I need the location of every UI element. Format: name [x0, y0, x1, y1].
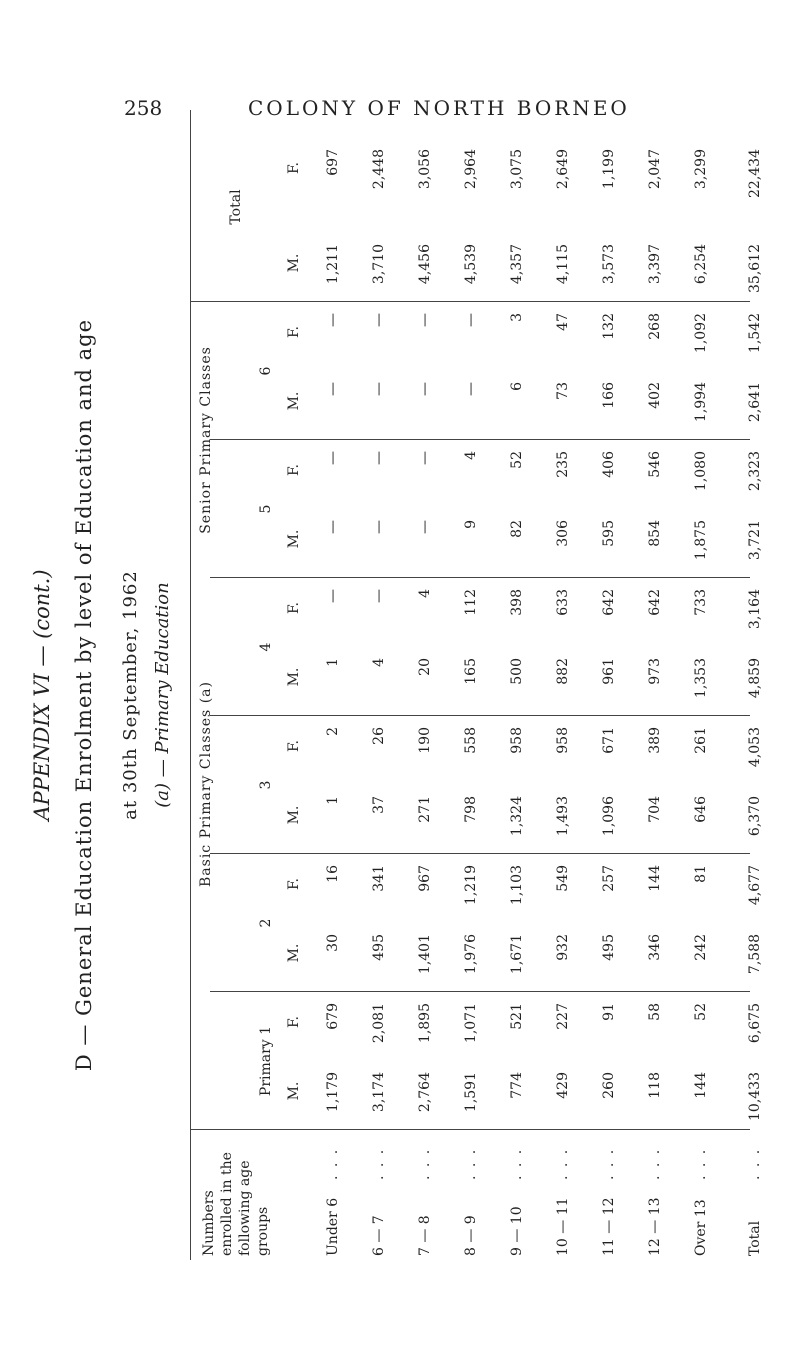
sex-header-female: F.	[286, 162, 302, 174]
table-cell: 58	[647, 1003, 663, 1021]
table-cell: 1,103	[509, 865, 525, 906]
table-cell: 144	[693, 1072, 709, 1099]
table-cell: 3,710	[371, 244, 387, 285]
sex-header-female: F.	[286, 1016, 302, 1028]
table-cell: 642	[647, 589, 663, 616]
table-cell: 3,174	[371, 1072, 387, 1113]
table-cell: —	[417, 520, 433, 534]
table-cell: 118	[647, 1072, 663, 1099]
table-cell: 500	[509, 658, 525, 685]
table-cell: 20	[417, 658, 433, 676]
col-rule	[190, 301, 750, 302]
sex-header-female: F.	[286, 740, 302, 752]
table-cell: 257	[601, 865, 617, 892]
col-rule	[210, 991, 750, 992]
table-cell: 35,612	[747, 244, 763, 293]
table-cell: 1,324	[509, 796, 525, 837]
col-header-1: Primary 1	[258, 1025, 274, 1097]
row-label: 8 — 9	[463, 1215, 479, 1256]
table-cell: 961	[601, 658, 617, 685]
table-cell: 26	[371, 727, 387, 745]
sex-header-male: M.	[286, 253, 302, 273]
sex-header-male: M.	[286, 529, 302, 549]
table-cell: 2,047	[647, 149, 663, 190]
table-cell: 406	[601, 451, 617, 478]
table-cell: 9	[463, 520, 479, 529]
table-cell: —	[463, 382, 479, 396]
leader-dots: . . .	[747, 1147, 763, 1180]
top-rule	[190, 110, 191, 1260]
table-cell: 1,401	[417, 934, 433, 975]
table-cell: 854	[647, 520, 663, 547]
table-cell: 633	[555, 589, 571, 616]
stub-rule	[190, 1129, 750, 1130]
table-cell: 4	[417, 589, 433, 598]
row-label: 12 — 13	[647, 1197, 663, 1256]
table-cell: 495	[371, 934, 387, 961]
table-cell: 521	[509, 1003, 525, 1030]
table-cell: 82	[509, 520, 525, 538]
table-cell: 3,056	[417, 149, 433, 190]
table-cell: 22,434	[747, 149, 763, 198]
sex-header-male: M.	[286, 667, 302, 687]
table-cell: —	[325, 382, 341, 396]
table-cell: —	[417, 313, 433, 327]
table-cell: 2,964	[463, 149, 479, 190]
table-cell: 932	[555, 934, 571, 961]
leader-dots: . . .	[509, 1147, 525, 1180]
table-cell: —	[417, 451, 433, 465]
table-cell: 549	[555, 865, 571, 892]
table-cell: 3,573	[601, 244, 617, 285]
table-cell: 679	[325, 1003, 341, 1030]
table-cell: 671	[601, 727, 617, 754]
table-cell: 165	[463, 658, 479, 685]
table-cell: 495	[601, 934, 617, 961]
table-cell: 1,080	[693, 451, 709, 492]
col-header-2: 2	[258, 918, 274, 928]
sex-header-male: M.	[286, 391, 302, 411]
sex-header-male: M.	[286, 943, 302, 963]
table-cell: 1,199	[601, 149, 617, 190]
table-cell: 242	[693, 934, 709, 961]
table-cell: 73	[555, 382, 571, 400]
table-cell: 1,179	[325, 1072, 341, 1113]
table-cell: 973	[647, 658, 663, 685]
table-cell: 882	[555, 658, 571, 685]
table-subtitle-section: (a) — Primary Education	[152, 582, 173, 808]
table-cell: —	[371, 382, 387, 396]
table-cell: 1,994	[693, 382, 709, 423]
stub-header: Numbers enrolled in the following age groups	[201, 1152, 271, 1256]
table-cell: —	[325, 313, 341, 327]
table-cell: 1,976	[463, 934, 479, 975]
table-cell: 47	[555, 313, 571, 331]
table-cell: 4	[371, 658, 387, 667]
table-cell: 646	[693, 796, 709, 823]
table-cell: —	[371, 313, 387, 327]
table-cell: 429	[555, 1072, 571, 1099]
table-cell: 4	[463, 451, 479, 460]
table-cell: 4,115	[555, 244, 571, 285]
table-cell: 642	[601, 589, 617, 616]
table-title: D — General Education Enrolment by level of Education and age	[72, 318, 96, 1072]
table-cell: 697	[325, 149, 341, 176]
table-cell: 2	[325, 727, 341, 736]
table-cell: 3,397	[647, 244, 663, 285]
table-cell: 2,081	[371, 1003, 387, 1044]
col-rule	[210, 577, 750, 578]
table-cell: 306	[555, 520, 571, 547]
table-cell: 16	[325, 865, 341, 883]
table-cell: —	[371, 520, 387, 534]
page-number: 258	[124, 96, 163, 120]
table-cell: 4,539	[463, 244, 479, 285]
table-cell: 3,299	[693, 149, 709, 190]
table-cell: 4,053	[747, 727, 763, 768]
sex-header-female: F.	[286, 326, 302, 338]
table-cell: 346	[647, 934, 663, 961]
table-cell: 271	[417, 796, 433, 823]
row-label: 9 — 10	[509, 1206, 525, 1256]
table-cell: 704	[647, 796, 663, 823]
row-label: 7 — 8	[417, 1215, 433, 1256]
col-rule	[210, 853, 750, 854]
col-rule	[210, 715, 750, 716]
table-cell: 3,075	[509, 149, 525, 190]
table-cell: 558	[463, 727, 479, 754]
col-header-6: 6	[258, 366, 274, 376]
table-cell: 3,164	[747, 589, 763, 630]
table-cell: 1,875	[693, 520, 709, 561]
table-cell: 2,641	[747, 382, 763, 423]
table-cell: —	[417, 382, 433, 396]
col-header-5: 5	[258, 504, 274, 514]
sex-header-male: M.	[286, 1081, 302, 1101]
leader-dots: . . .	[325, 1147, 341, 1180]
group-header-basic: Basic Primary Classes (a)	[198, 681, 214, 887]
table-cell: 6,254	[693, 244, 709, 285]
table-cell: 3	[509, 313, 525, 322]
table-cell: 4,677	[747, 865, 763, 906]
leader-dots: . . .	[601, 1147, 617, 1180]
leader-dots: . . .	[647, 1147, 663, 1180]
table-cell: 1,092	[693, 313, 709, 354]
table-cell: 190	[417, 727, 433, 754]
table-cell: 1	[325, 658, 341, 667]
table-cell: 798	[463, 796, 479, 823]
col-header-3: 3	[258, 780, 274, 790]
table-cell: 268	[647, 313, 663, 340]
leader-dots: . . .	[371, 1147, 387, 1180]
table-cell: 774	[509, 1072, 525, 1099]
table-cell: 958	[509, 727, 525, 754]
table-cell: 3,721	[747, 520, 763, 561]
table-cell: 1,211	[325, 244, 341, 285]
table-cell: 52	[509, 451, 525, 469]
group-header-total: Total	[228, 189, 244, 225]
table-cell: 1,353	[693, 658, 709, 699]
row-label: Under 6	[325, 1197, 341, 1256]
table-cell: 166	[601, 382, 617, 409]
row-label: 10 — 11	[555, 1197, 571, 1256]
table-cell: 398	[509, 589, 525, 616]
col-header-4: 4	[258, 642, 274, 652]
table-cell: 1,671	[509, 934, 525, 975]
table-cell: 10,433	[747, 1072, 763, 1121]
table-cell: 2,764	[417, 1072, 433, 1113]
table-cell: 1,542	[747, 313, 763, 354]
table-cell: 967	[417, 865, 433, 892]
table-cell: 958	[555, 727, 571, 754]
table-cell: —	[325, 589, 341, 603]
table-cell: 81	[693, 865, 709, 883]
sex-header-female: F.	[286, 878, 302, 890]
table-cell: 402	[647, 382, 663, 409]
table-cell: 91	[601, 1003, 617, 1021]
table-cell: 2,323	[747, 451, 763, 492]
leader-dots: . . .	[693, 1147, 709, 1180]
table-cell: 6,675	[747, 1003, 763, 1044]
col-rule	[210, 439, 750, 440]
sex-header-male: M.	[286, 805, 302, 825]
table-cell: —	[325, 451, 341, 465]
table-cell: 389	[647, 727, 663, 754]
row-label: 6 — 7	[371, 1215, 387, 1256]
table-cell: 235	[555, 451, 571, 478]
table-cell: 1	[325, 796, 341, 805]
leader-dots: . . .	[555, 1147, 571, 1180]
table-cell: 30	[325, 934, 341, 952]
table-cell: 1,591	[463, 1072, 479, 1113]
sex-header-female: F.	[286, 464, 302, 476]
running-head: COLONY OF NORTH BORNEO	[248, 96, 630, 120]
table-cell: 227	[555, 1003, 571, 1030]
table-cell: —	[371, 451, 387, 465]
appendix-title: APPENDIX VI — (cont.)	[30, 569, 54, 821]
table-cell: 52	[693, 1003, 709, 1021]
row-label: Over 13	[693, 1199, 709, 1256]
table-cell: 1,096	[601, 796, 617, 837]
table-cell: 546	[647, 451, 663, 478]
table-cell: 7,588	[747, 934, 763, 975]
table-cell: —	[325, 520, 341, 534]
table-cell: 37	[371, 796, 387, 814]
table-cell: 260	[601, 1072, 617, 1099]
sex-header-female: F.	[286, 602, 302, 614]
table-cell: 112	[463, 589, 479, 616]
table-cell: —	[371, 589, 387, 603]
row-label: 11 — 12	[601, 1197, 617, 1256]
rotated-table-block	[20, 70, 780, 1320]
table-cell: 2,649	[555, 149, 571, 190]
table-subtitle-date: at 30th September, 1962	[120, 570, 141, 820]
table-cell: 144	[647, 865, 663, 892]
leader-dots: . . .	[417, 1147, 433, 1180]
table-cell: 341	[371, 865, 387, 892]
leader-dots: . . .	[463, 1147, 479, 1180]
table-cell: 4,859	[747, 658, 763, 699]
table-cell: 6	[509, 382, 525, 391]
table-cell: 132	[601, 313, 617, 340]
table-cell: 1,219	[463, 865, 479, 906]
table-cell: 4,357	[509, 244, 525, 285]
table-cell: 4,456	[417, 244, 433, 285]
row-label: Total	[747, 1220, 763, 1256]
table-cell: 2,448	[371, 149, 387, 190]
table-cell: 1,071	[463, 1003, 479, 1044]
table-cell: 1,895	[417, 1003, 433, 1044]
table-cell: 595	[601, 520, 617, 547]
table-cell: 733	[693, 589, 709, 616]
group-header-senior: Senior Primary Classes	[198, 346, 214, 534]
table-cell: 6,370	[747, 796, 763, 837]
table-cell: —	[463, 313, 479, 327]
table-cell: 1,493	[555, 796, 571, 837]
table-cell: 261	[693, 727, 709, 754]
